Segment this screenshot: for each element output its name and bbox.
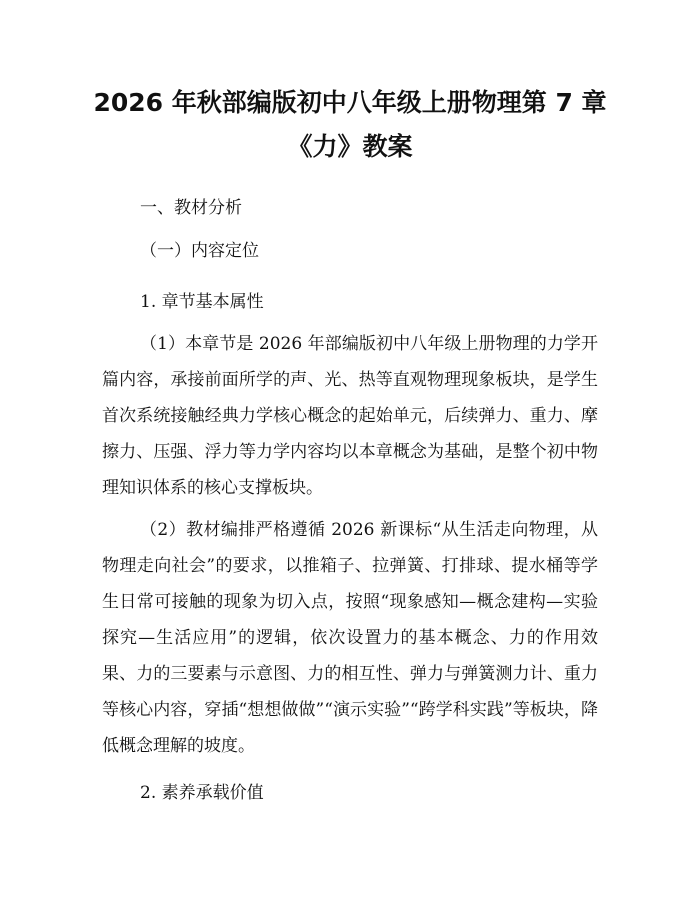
document-title-line-2: 《力》教案	[287, 132, 413, 161]
item-heading-literacy-value: 2. 素养承载价值	[140, 783, 264, 803]
paragraph-textbook-arrangement: （2）教材编排严格遵循 2026 新课标“从生活走向物理，从物理走向社会”的要求，以推箱子、拉弹簧、打排球、提水桶等学生日常可接触的现象为切入点，按照“现象感知—概念建构—实验探究—生活应用”的逻辑，依次设置力的基本概念、力的作用效果、力的三要素与示意图、力的相互性、弹力与弹簧测力计、重力等核心内容，穿插“想想做做”“演示实验”“跨学科实践”等板块，降低概念理解的坡度。	[102, 520, 598, 756]
item-heading-chapter-attributes: 1. 章节基本属性	[140, 292, 264, 312]
section-heading-teaching-material-analysis: 一、教材分析	[140, 198, 242, 218]
paragraph-chapter-position: （1）本章节是 2026 年部编版初中八年级上册物理的力学开篇内容，承接前面所学的声、光、热等直观物理现象板块，是学生首次系统接触经典力学核心概念的起始单元，后续弹力、重力、摩擦力、压强、浮力等力学内容均以本章概念为基础，是整个初中物理知识体系的核心支撑板块。	[102, 334, 598, 498]
document-title-line-1: 2026 年秋部编版初中八年级上册物理第 7 章	[93, 88, 607, 117]
subsection-heading-content-positioning: （一）内容定位	[140, 241, 259, 261]
